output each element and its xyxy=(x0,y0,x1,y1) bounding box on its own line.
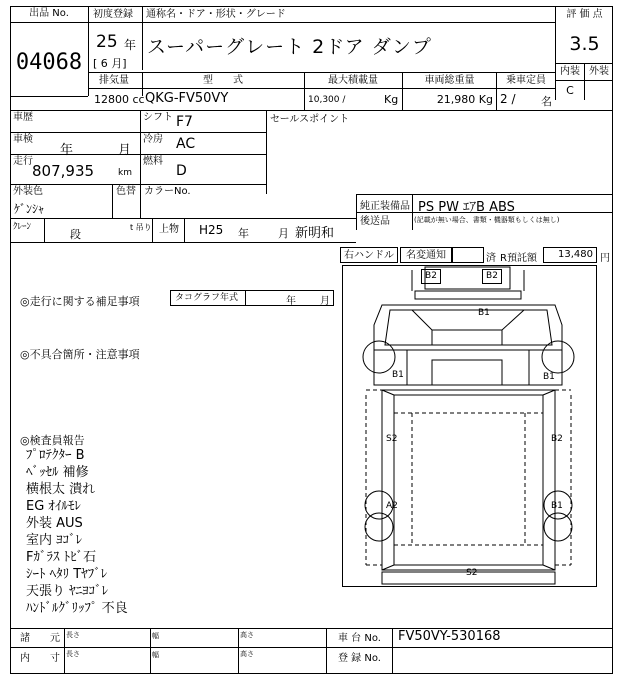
damage-mark-s2-bottom: S2 xyxy=(466,568,478,578)
fuel-label: 燃料 xyxy=(143,156,163,167)
divider xyxy=(238,628,239,674)
interior-label: 内装 xyxy=(560,66,580,77)
dim-height-label: 高さ xyxy=(240,631,254,639)
exterior-color: ｹﾞﾝｼｬ xyxy=(14,202,45,216)
name-change-box xyxy=(452,247,484,263)
capacity-label: 乗車定員 xyxy=(506,75,546,86)
crane-stage-unit: 段 xyxy=(70,228,81,241)
tacho-label: タコグラフ年式 xyxy=(175,293,239,303)
reg-label: 登 録 No. xyxy=(338,653,381,664)
damage-mark-b1-top: B1 xyxy=(478,308,490,318)
right-hand-badge: 右ハンドル xyxy=(340,247,398,263)
aftermarket-note: (記載が無い場合、書類・機器類もしくは無し) xyxy=(414,216,560,224)
color-change-label: 色替 xyxy=(116,186,136,197)
max-load-label: 最大積載量 xyxy=(328,75,378,86)
divider xyxy=(88,88,555,89)
dim-length-label: 長さ xyxy=(66,631,80,639)
model-name-label: 通称名・ドア・形状・グレード xyxy=(146,9,286,20)
divider xyxy=(10,132,266,133)
defects-heading: ◎不具合箇所・注意事項 xyxy=(20,348,140,361)
history-label: 車歴 xyxy=(13,112,33,123)
ac-label: 冷房 xyxy=(143,134,163,145)
damage-mark-b2-left: B2 xyxy=(421,269,441,284)
displacement-label: 排気量 xyxy=(99,75,129,86)
recycle-unit: 円 xyxy=(600,253,610,264)
size-label: 内 寸 xyxy=(20,653,60,664)
divider xyxy=(10,628,613,629)
report-line: 室内 ﾖｺﾞﾚ xyxy=(26,533,83,548)
divider xyxy=(245,290,246,306)
capacity: 2 / xyxy=(500,92,516,106)
exterior-color-label: 外装色 xyxy=(13,186,43,197)
divider xyxy=(326,628,327,674)
divider xyxy=(142,6,143,70)
tacho-month-unit: 月 xyxy=(320,296,330,307)
report-line: ﾊﾝﾄﾞﾙｸﾞﾘｯﾌﾟ 不良 xyxy=(26,601,128,616)
divider xyxy=(10,242,356,243)
report-line: 天張り ﾔﾆﾖｺﾞﾚ xyxy=(26,584,109,599)
damage-mark-b1-rear: B1 xyxy=(551,501,563,511)
damage-mark-b1-left: B1 xyxy=(392,370,404,380)
size-height-label: 高さ xyxy=(240,650,254,658)
interior-grade: C xyxy=(566,84,574,97)
report-line: ﾍﾞｯｾﾙ 補修 xyxy=(26,465,89,480)
divider xyxy=(152,218,153,242)
divider xyxy=(112,184,113,218)
exterior-label: 外装 xyxy=(589,66,609,77)
shaken-month-unit: 月 xyxy=(118,143,132,158)
dim-width-label: 幅 xyxy=(152,632,159,640)
model-code-label: 型 式 xyxy=(203,75,243,86)
gross-weight: 21,980 Kg xyxy=(436,93,493,106)
report-line: 外装 AUS xyxy=(26,516,83,531)
shaken-year-unit: 年 xyxy=(60,143,74,158)
recycle-label: R預託額 xyxy=(500,253,537,264)
report-line: 横根太 潰れ xyxy=(26,482,96,497)
report-line: ﾌﾟﾛﾃｸﾀｰ B xyxy=(26,448,85,463)
model-name: スーパーグレート 2ドア ダンプ xyxy=(147,36,432,58)
lot-label: 出品 No. xyxy=(29,8,69,19)
size-length-label: 長さ xyxy=(66,650,80,658)
divider xyxy=(10,647,613,648)
divider xyxy=(10,184,266,185)
recycle-mark: 済 xyxy=(486,253,496,264)
aftermarket-label: 後送品 xyxy=(360,216,390,227)
divider xyxy=(392,628,393,674)
divider xyxy=(64,628,65,674)
displacement: 12800 cc xyxy=(94,93,145,106)
shift-value: F7 xyxy=(176,114,193,130)
grade-value: 3.5 xyxy=(569,33,600,55)
crane-label: ｸﾚｰﾝ xyxy=(13,222,32,232)
divider xyxy=(356,212,613,213)
fuel-value: D xyxy=(176,163,187,179)
divider xyxy=(10,154,266,155)
damage-mark-b1-right: B1 xyxy=(543,372,555,382)
divider xyxy=(10,22,555,23)
divider xyxy=(356,194,613,195)
dim-label: 諸 元 xyxy=(20,633,60,644)
driving-notes-heading: ◎走行に関する補足事項 xyxy=(20,295,140,308)
shift-label: シフト xyxy=(143,112,173,123)
truck-diagram xyxy=(342,265,597,587)
recycle-amount: 13,480 xyxy=(558,249,593,260)
damage-mark-b2-side: B2 xyxy=(551,434,563,444)
crane-lift-unit: t 吊り xyxy=(130,223,152,232)
divider xyxy=(88,72,555,73)
grade-label: 評 価 点 xyxy=(566,9,603,20)
mileage-unit: km xyxy=(118,168,132,178)
lot-number: 04068 xyxy=(15,50,83,75)
divider xyxy=(44,218,45,242)
inspector-report-heading: ◎検査員報告 xyxy=(20,434,85,447)
shaken-label: 車検 xyxy=(13,134,33,145)
chassis-label: 車 台 No. xyxy=(338,633,381,644)
max-load-unit: Kg xyxy=(384,93,399,106)
body-label: 上物 xyxy=(159,224,179,235)
report-line: Fｶﾞﾗｽ ﾄﾋﾞ石 xyxy=(26,550,97,565)
body-year: H25 xyxy=(199,223,224,237)
name-change-badge: 名変通知 xyxy=(400,247,452,263)
divider xyxy=(266,110,267,194)
damage-mark-b2-right: B2 xyxy=(482,269,502,284)
report-line: EG ｵｲﾙﾓﾚ xyxy=(26,499,81,514)
model-code: QKG-FV50VY xyxy=(145,91,229,106)
damage-mark-a2-left: A2 xyxy=(386,501,398,511)
divider xyxy=(150,628,151,674)
equipment: PS PW ｴｱB ABS xyxy=(418,200,515,215)
color-no-label: カラーNo. xyxy=(144,186,191,197)
first-reg-year: 25 xyxy=(96,32,118,52)
body-maker: 新明和 xyxy=(295,226,335,241)
chassis-no: FV50VY-530168 xyxy=(398,629,501,644)
divider xyxy=(555,80,613,81)
report-line: ｼｰﾄ ﾍﾀﾘ Tﾔﾌﾞﾚ xyxy=(26,567,108,582)
divider xyxy=(10,96,88,97)
first-reg-label: 初度登録 xyxy=(93,9,133,20)
equipment-label: 純正装備品 xyxy=(360,201,410,212)
divider xyxy=(10,110,613,111)
damage-mark-s2-left: S2 xyxy=(386,434,398,444)
gross-weight-label: 車両総重量 xyxy=(424,75,475,86)
size-width-label: 幅 xyxy=(152,651,159,659)
capacity-unit: 名 xyxy=(541,95,552,108)
first-reg-month: [ 6 月] xyxy=(93,57,127,70)
ac-value: AC xyxy=(176,136,196,152)
divider xyxy=(10,218,356,219)
sales-point-label: セールスポイント xyxy=(270,114,350,125)
year-unit: 年 xyxy=(124,38,137,52)
body-month-unit: 月 xyxy=(278,227,289,240)
body-year-unit: 年 xyxy=(238,227,249,240)
max-load: 10,300 / xyxy=(308,95,346,105)
divider xyxy=(184,218,185,242)
mileage-label: 走行 xyxy=(13,156,33,167)
mileage: 807,935 xyxy=(32,162,95,180)
divider xyxy=(140,110,141,218)
inspector-report-list xyxy=(26,447,286,617)
tacho-year-unit: 年 xyxy=(286,296,296,307)
